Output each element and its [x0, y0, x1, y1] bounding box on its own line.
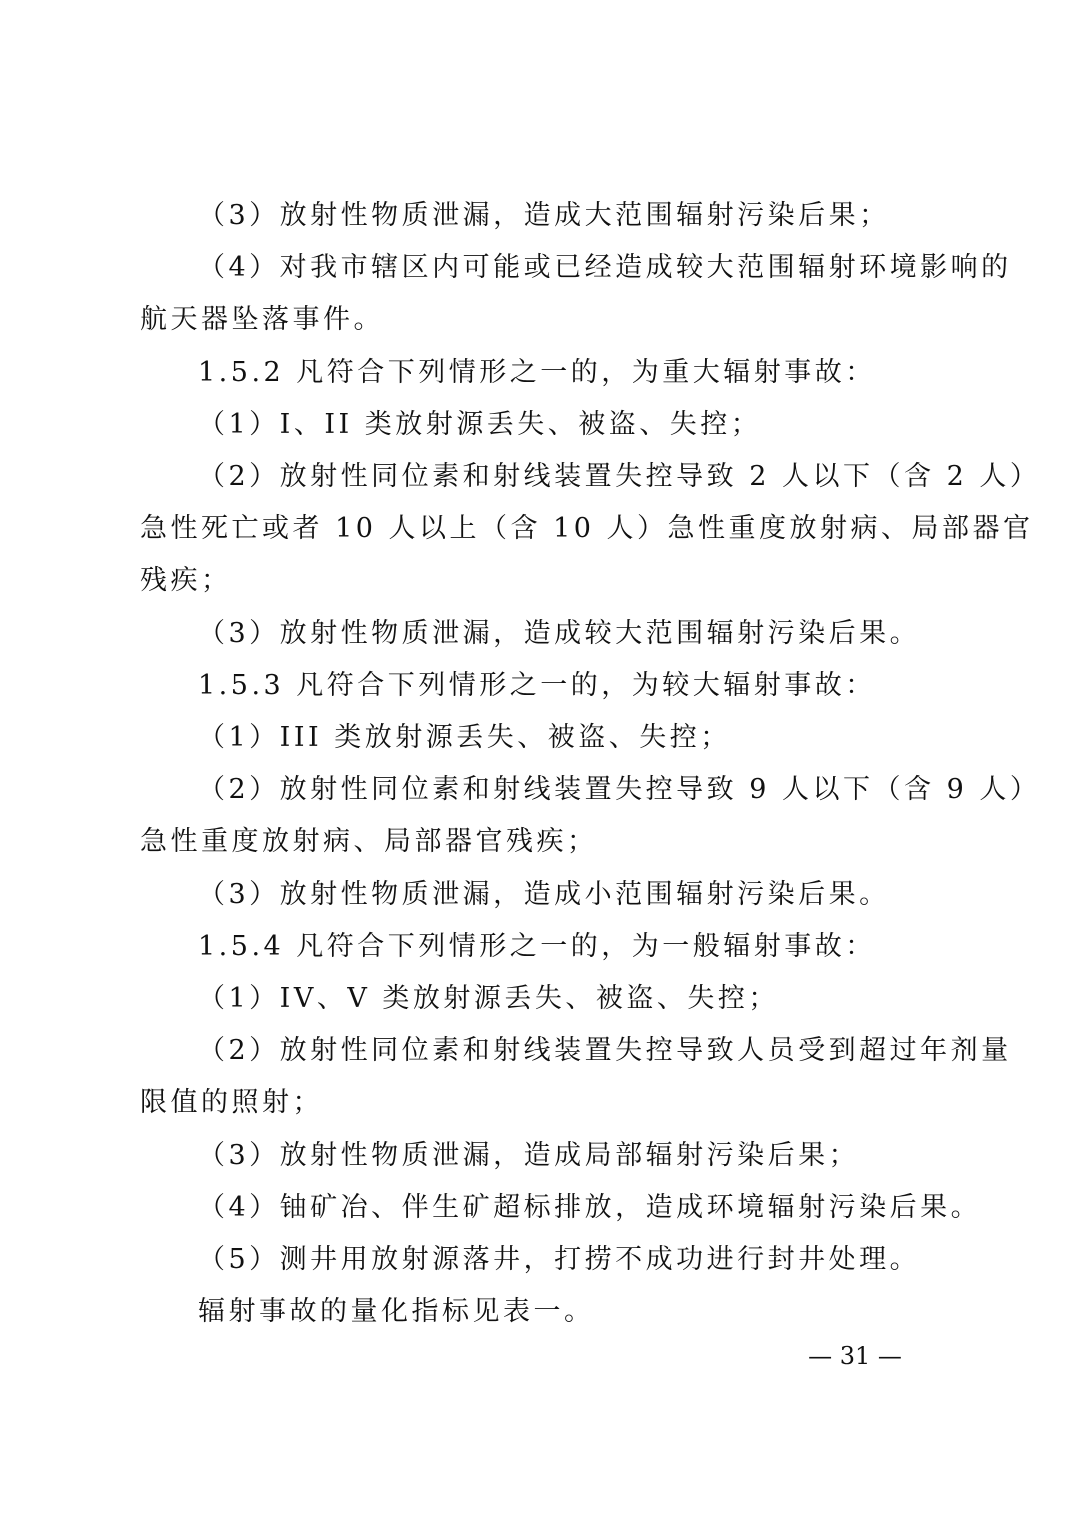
- text-line: （3）放射性物质泄漏，造成大范围辐射污染后果；: [198, 200, 890, 231]
- text-line: （4）铀矿冶、伴生矿超标排放，造成环境辐射污染后果。: [198, 1192, 982, 1223]
- text-line: （1）IV、V 类放射源丢失、被盗、失控；: [198, 983, 779, 1014]
- page-number: — 31 —: [808, 1342, 902, 1370]
- text-line: （5）测井用放射源落井，打捞不成功进行封井处理。: [198, 1244, 921, 1275]
- text-line: （4）对我市辖区内可能或已经造成较大范围辐射环境影响的: [198, 252, 1012, 283]
- text-line: （3）放射性物质泄漏，造成较大范围辐射污染后果。: [198, 618, 921, 649]
- text-line: （3）放射性物质泄漏，造成小范围辐射污染后果。: [198, 879, 890, 910]
- text-line: （2）放射性同位素和射线装置失控导致 2 人以下（含 2 人）: [198, 461, 1041, 492]
- text-line: 限值的照射；: [140, 1087, 323, 1118]
- text-line: （2）放射性同位素和射线装置失控导致 9 人以下（含 9 人）: [198, 774, 1041, 805]
- section-heading: 1.5.4 凡符合下列情形之一的，为一般辐射事故：: [198, 931, 876, 962]
- text-line: 急性死亡或者 10 人以上（含 10 人）急性重度放射病、局部器官: [140, 513, 1034, 544]
- text-line: 航天器坠落事件。: [140, 304, 384, 335]
- text-line: （2）放射性同位素和射线装置失控导致人员受到超过年剂量: [198, 1035, 1012, 1066]
- text-line: （1）I、II 类放射源丢失、被盗、失控；: [198, 409, 762, 440]
- text-line: （1）III 类放射源丢失、被盗、失控；: [198, 722, 731, 753]
- section-heading: 1.5.3 凡符合下列情形之一的，为较大辐射事故：: [198, 670, 876, 701]
- text-line: 残疾；: [140, 565, 232, 596]
- section-heading: 1.5.2 凡符合下列情形之一的，为重大辐射事故：: [198, 357, 876, 388]
- text-line: 辐射事故的量化指标见表一。: [198, 1296, 595, 1327]
- text-line: （3）放射性物质泄漏，造成局部辐射污染后果；: [198, 1140, 860, 1171]
- text-line: 急性重度放射病、局部器官残疾；: [140, 826, 598, 857]
